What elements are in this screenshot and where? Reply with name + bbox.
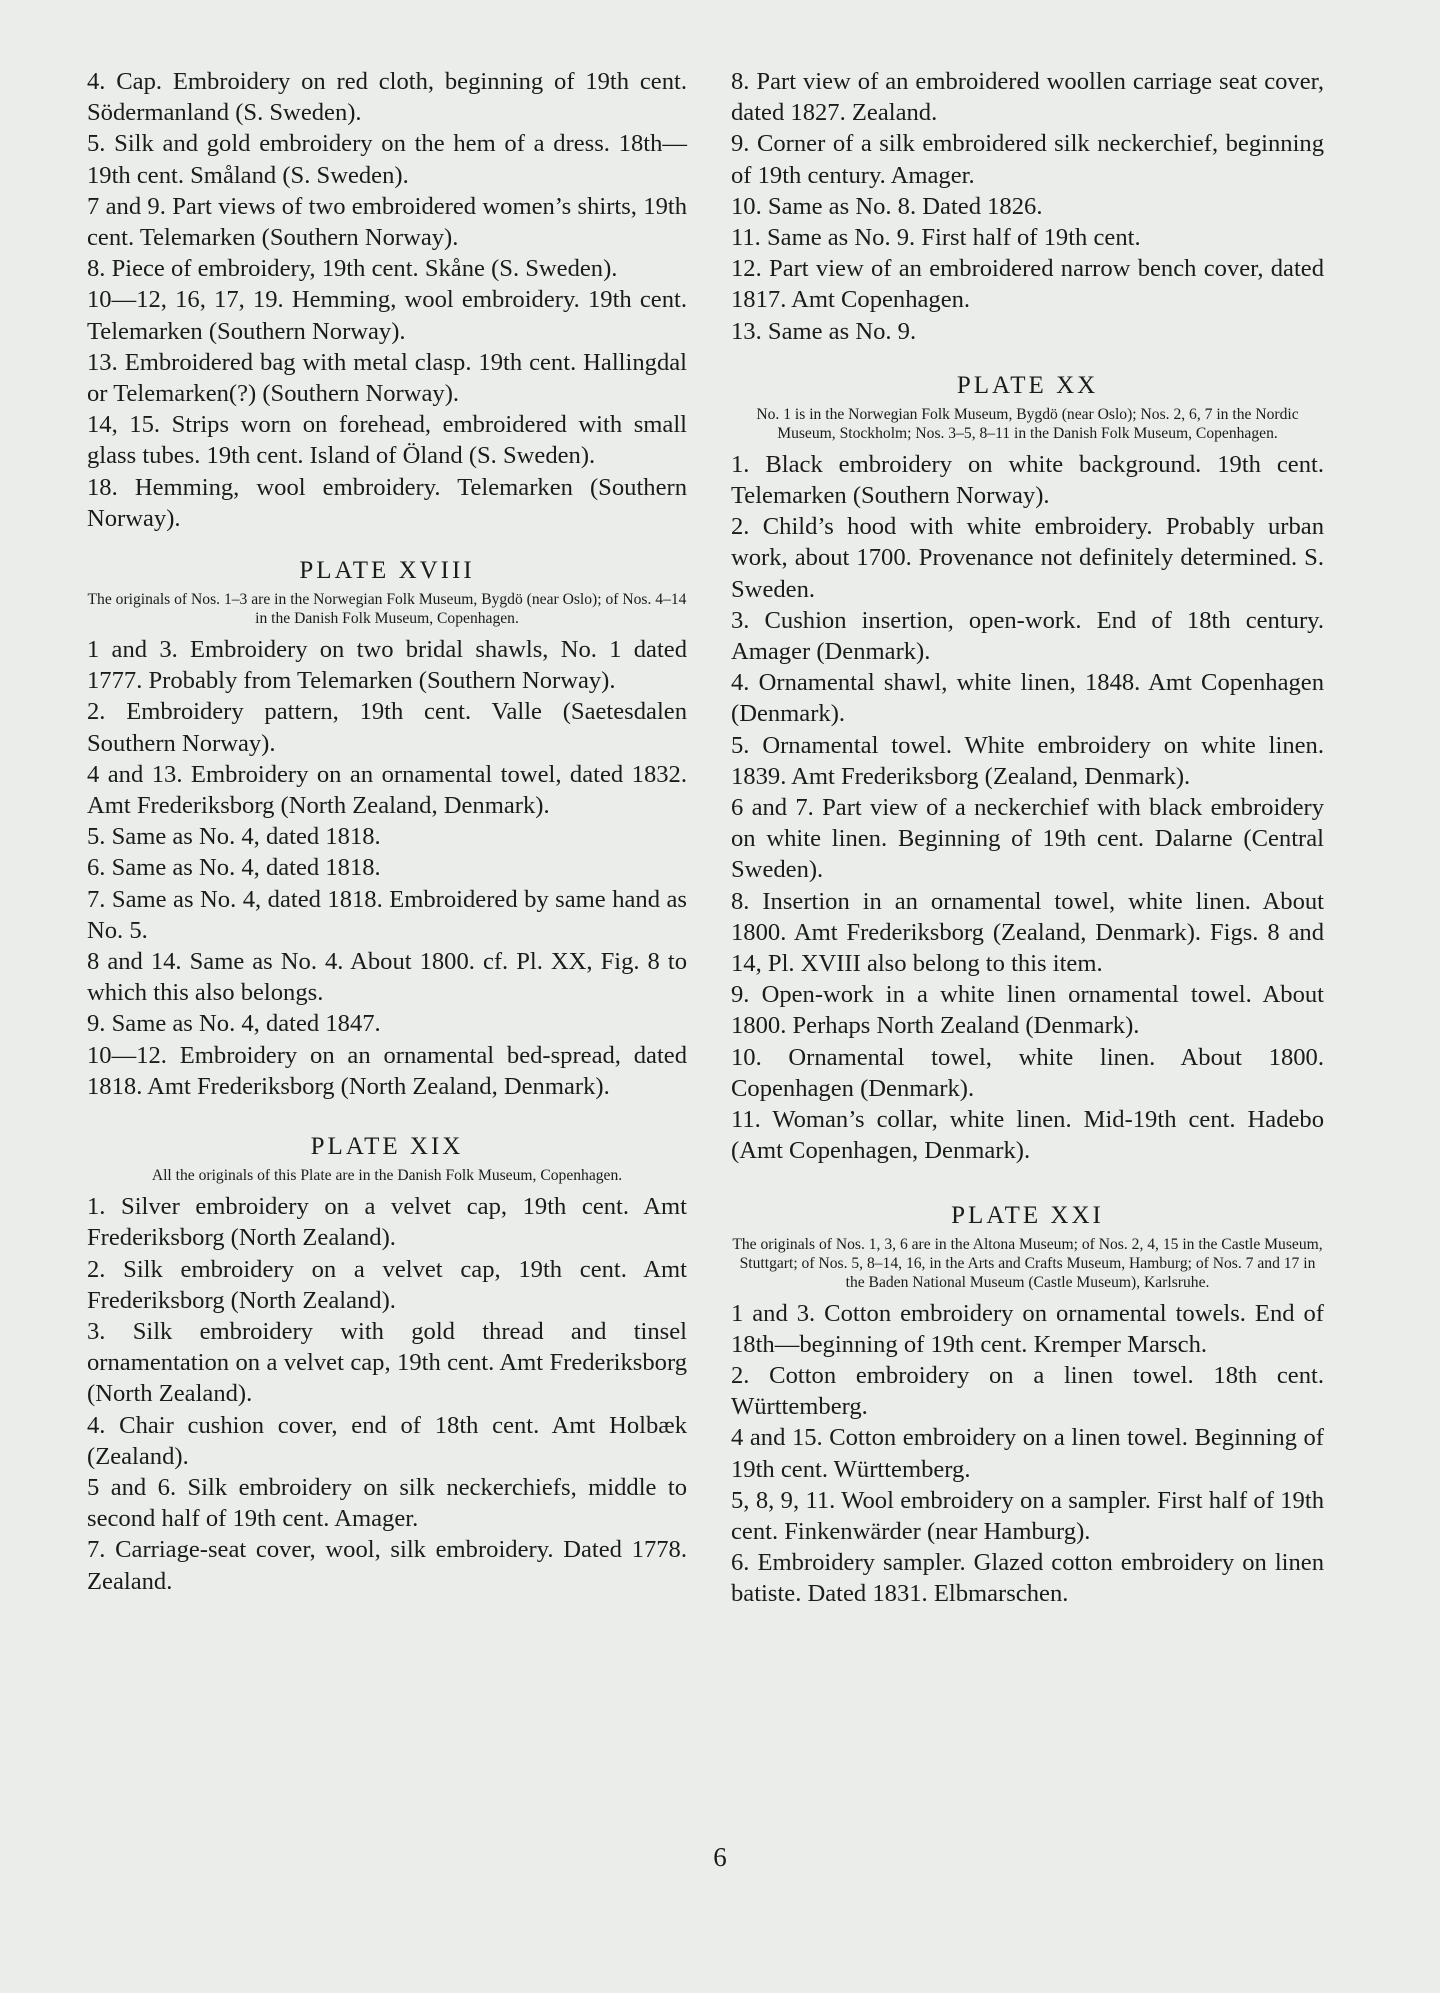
caption-entry: 13. Same as No. 9.	[731, 317, 917, 345]
caption-entry: 3. Silk embroidery with gold thread and tinsel ornamentation on a velvet cap, 19th cent. Amt Frederiksborg (North Zealand).	[87, 1317, 687, 1408]
caption-entry: 9. Open-work in a white linen ornamental towel. About 1800. Perhaps North Zealand (Denmark).	[731, 981, 1324, 1040]
caption-entry: 1. Silver embroidery on a velvet cap, 19th cent. Amt Frederiksborg (North Zealand).	[87, 1193, 687, 1252]
caption-entry: 11. Same as No. 9. First half of 19th cent.	[731, 224, 1141, 252]
plate-title: PLATE XVIII	[299, 557, 475, 585]
caption-entry: 12. Part view of an embroidered narrow bench cover, dated 1817. Amt Copenhagen.	[731, 255, 1324, 314]
caption-entry: 4. Cap. Embroidery on red cloth, beginning of 19th cent. Södermanland (S. Sweden).	[87, 68, 687, 127]
caption-entry: 4 and 15. Cotton embroidery on a linen towel. Beginning of 19th cent. Württemberg.	[731, 1424, 1324, 1483]
caption-entry: 10. Ornamental towel, white linen. About 1800. Copenhagen (Denmark).	[731, 1043, 1324, 1102]
caption-entry: 10—12. Embroidery on an ornamental bed-spread, dated 1818. Amt Frederiksborg (North Zealand, Denmark).	[87, 1041, 687, 1100]
plate-note: The originals of Nos. 1–3 are in the Norwegian Folk Museum, Bygdö (near Oslo); of Nos. 4–14 in the Danish Folk Museum, Copenhagen.	[87, 591, 687, 628]
top-entries-right	[731, 66, 1324, 347]
caption-entry: 11. Woman’s collar, white linen. Mid-19th cent. Hadebo (Amt Copenhagen, Denmark).	[731, 1106, 1324, 1165]
top-entries-left	[87, 66, 687, 534]
caption-entry: 3. Cushion insertion, open-work. End of 18th century. Amager (Denmark).	[731, 606, 1324, 666]
caption-entry: 8. Piece of embroidery, 19th cent. Skåne (S. Sweden).	[87, 255, 618, 283]
caption-entry: 1. Black embroidery on white background. 19th cent. Telemarken (Southern Norway).	[731, 450, 1324, 510]
plate-title: PLATE XIX	[310, 1133, 464, 1161]
caption-entry: 4 and 13. Embroidery on an ornamental towel, dated 1832. Amt Frederiksborg (North Zealand, Denmark).	[87, 760, 687, 820]
caption-entry: 9. Corner of a silk embroidered silk neckerchief, beginning of 19th century. Amager.	[731, 130, 1324, 189]
caption-entry: 7. Carriage-seat cover, wool, silk embroidery. Dated 1778. Zealand.	[87, 1536, 687, 1595]
caption-entry: 1 and 3. Embroidery on two bridal shawls, No. 1 dated 1777. Probably from Telemarken (Southern Norway).	[87, 636, 687, 695]
caption-entry: 10—12, 16, 17, 19. Hemming, wool embroidery. 19th cent. Telemarken (Southern Norway).	[87, 286, 687, 345]
caption-entry: 8. Part view of an embroidered woollen carriage seat cover, dated 1827. Zealand.	[731, 68, 1324, 127]
caption-entry: 7. Same as No. 4, dated 1818. Embroidered by same hand as No. 5.	[87, 885, 687, 944]
caption-entry: 2. Silk embroidery on a velvet cap, 19th cent. Amt Frederiksborg (North Zealand).	[87, 1255, 687, 1314]
caption-entry: 6. Embroidery sampler. Glazed cotton embroidery on linen batiste. Dated 1831. Elbmarschen.	[731, 1549, 1324, 1608]
right-column	[731, 66, 1324, 1610]
caption-entry: 7 and 9. Part views of two embroidered women’s shirts, 19th cent. Telemarken (Southern Norway).	[87, 192, 687, 252]
left-column	[87, 66, 687, 1597]
plate-note: No. 1 is in the Norwegian Folk Museum, Bygdö (near Oslo); Nos. 2, 6, 7 in the Nordic Museum, Stockholm; Nos. 3–5, 8–11 in the Danish Folk Museum, Copenhagen.	[756, 405, 1299, 442]
caption-entry: 8. Insertion in an ornamental towel, white linen. About 1800. Amt Frederiksborg (Zealand, Denmark). Figs. 8 and 14, Pl. XVIII also belong to this item.	[731, 887, 1324, 978]
caption-entry: 10. Same as No. 8. Dated 1826.	[731, 192, 1043, 220]
caption-entry: 6. Same as No. 4, dated 1818.	[87, 854, 381, 882]
page-number: 6	[713, 1842, 727, 1872]
caption-entry: 4. Ornamental shawl, white linen, 1848. Amt Copenhagen (Denmark).	[731, 669, 1324, 728]
caption-entry: 2. Child’s hood with white embroidery. Probably urban work, about 1700. Provenance not definitely determined. S. Sweden.	[731, 513, 1324, 603]
caption-entry: 2. Cotton embroidery on a linen towel. 18th cent. Württemberg.	[731, 1361, 1324, 1421]
caption-entry: 5, 8, 9, 11. Wool embroidery on a sampler. First half of 19th cent. Finkenwärder (near Hamburg).	[731, 1486, 1324, 1545]
plate-xviii-section	[87, 556, 687, 1102]
caption-entry: 5. Same as No. 4, dated 1818.	[87, 823, 381, 851]
plate-xxi-section	[731, 1201, 1324, 1610]
plate-xix-section	[87, 1132, 687, 1597]
caption-entry: 1 and 3. Cotton embroidery on ornamental towels. End of 18th—beginning of 19th cent. Kremper Marsch.	[731, 1299, 1324, 1358]
caption-entry: 14, 15. Strips worn on forehead, embroidered with small glass tubes. 19th cent. Island of Öland (S. Sweden).	[87, 411, 687, 470]
caption-entry: 5. Ornamental towel. White embroidery on white linen. 1839. Amt Frederiksborg (Zealand, Denmark).	[731, 731, 1324, 790]
caption-entry: 2. Embroidery pattern, 19th cent. Valle (Saetesdalen Southern Norway).	[87, 698, 687, 757]
plate-title: PLATE XXI	[951, 1201, 1104, 1229]
plate-xx-section	[731, 371, 1324, 1167]
caption-entry: 5. Silk and gold embroidery on the hem of a dress. 18th—19th cent. Småland (S. Sweden).	[87, 130, 687, 189]
plate-title: PLATE XX	[956, 371, 1099, 399]
caption-entry: 9. Same as No. 4, dated 1847.	[87, 1010, 381, 1038]
caption-entry: 6 and 7. Part view of a neckerchief with black embroidery on white linen. Beginning of 19th cent. Dalarne (Central Sweden).	[731, 794, 1324, 884]
caption-entry: 18. Hemming, wool embroidery. Telemarken (Southern Norway).	[87, 473, 687, 532]
caption-entry: 13. Embroidered bag with metal clasp. 19th cent. Hallingdal or Telemarken(?) (Southern Norway).	[87, 348, 687, 408]
caption-entry: 5 and 6. Silk embroidery on silk neckerchiefs, middle to second half of 19th cent. Amager.	[87, 1473, 687, 1533]
plate-note: All the originals of this Plate are in the Danish Folk Museum, Copenhagen.	[151, 1167, 623, 1185]
caption-entry: 8 and 14. Same as No. 4. About 1800. cf. Pl. XX, Fig. 8 to which this also belongs.	[87, 948, 687, 1007]
plate-note: The originals of Nos. 1, 3, 6 are in the Altona Museum; of Nos. 2, 4, 15 in the Castle Museum, Stuttgart; of Nos. 5, 8–14, 16, in the Arts and Crafts Museum, Hamburg; of Nos. 7 and 17 in the Baden National Museum (Castle Museum), Karlsruhe.	[732, 1235, 1323, 1291]
caption-entry: 4. Chair cushion cover, end of 18th cent. Amt Holbæk (Zealand).	[87, 1411, 687, 1470]
